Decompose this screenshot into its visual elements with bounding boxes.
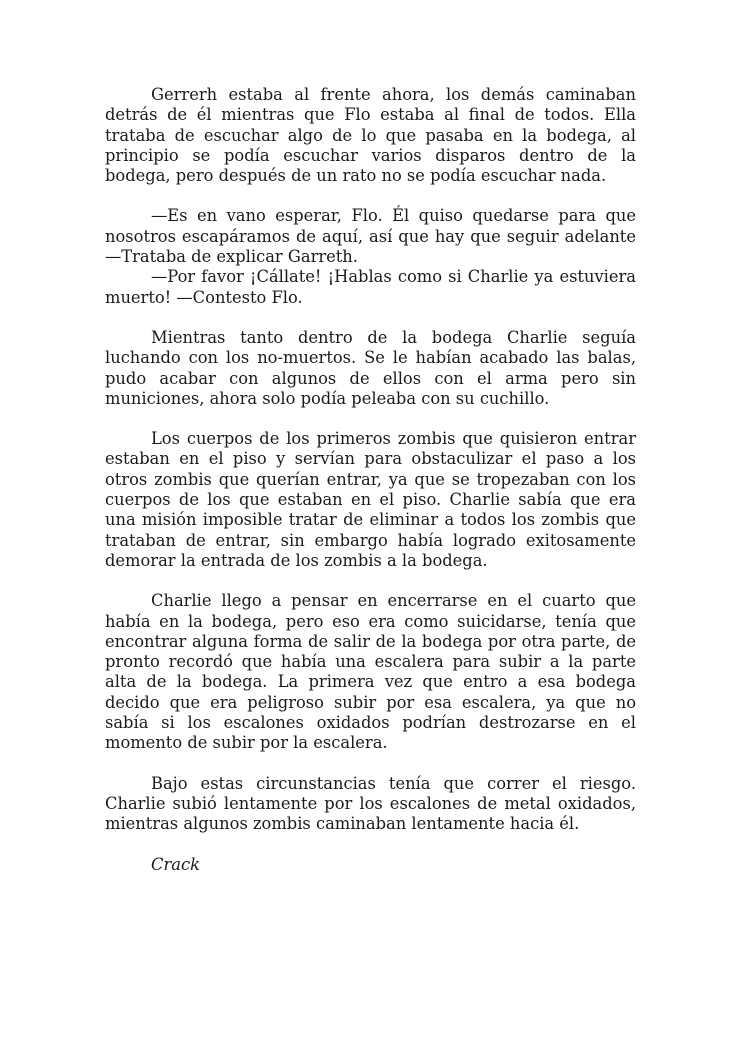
dialogue-garreth: —Es en vano esperar, Flo. Él quiso quedarse para que nosotros escapáramos de aquí, así que hay que seguir adelante —Trataba de explicar Garreth. bbox=[105, 206, 636, 267]
paragraph-2: Mientras tanto dentro de la bodega Charlie seguía luchando con los no-muertos. Se le habían acabado las balas, pudo acabar con algunos de ellos con el arma pero sin municiones, ahora solo podía peleaba con su cuchillo. bbox=[105, 327, 636, 408]
closing-word: Crack bbox=[151, 854, 200, 874]
dialogue-flo: —Por favor ¡Cállate! ¡Hablas como si Charlie ya estuviera muerto! —Contesto Flo. bbox=[105, 267, 636, 307]
paragraph-5: Bajo estas circunstancias tenía que correr el riesgo. Charlie subió lentamente por los escalones de metal oxidados, mientras algunos zombis caminaban lentamente hacia él. bbox=[105, 773, 636, 834]
paragraph-1: Gerrerh estaba al frente ahora, los demás caminaban detrás de él mientras que Flo estaba al final de todos. Ella trataba de escuchar algo de lo que pasaba en la bodega, al principio se podía escuchar varios disparos dentro de la bodega, pero después de un rato no se podía escuchar nada. bbox=[105, 85, 636, 186]
paragraph-4: Charlie llego a pensar en encerrarse en el cuarto que había en la bodega, pero eso era como suicidarse, tenía que encontrar alguna forma de salir de la bodega por otra parte, de pronto recordó que había una escalera para subir a la parte alta de la bodega. La primera vez que entro a esa bodega decido que era peligroso subir por esa escalera, ya que no sabía si los escalones oxidados podrían destrozarse en el momento de subir por la escalera. bbox=[105, 591, 636, 753]
paragraph-3: Los cuerpos de los primeros zombis que quisieron entrar estaban en el piso y servían para obstaculizar el paso a los otros zombis que querían entrar, ya que se tropezaban con los cuerpos de los que estaban en el piso. Charlie sabía que era una misión imposible tratar de eliminar a todos los zombis que trataban de entrar, sin embargo había logrado exitosamente demorar la entrada de los zombis a la bodega. bbox=[105, 429, 636, 570]
document-page bbox=[105, 85, 636, 875]
